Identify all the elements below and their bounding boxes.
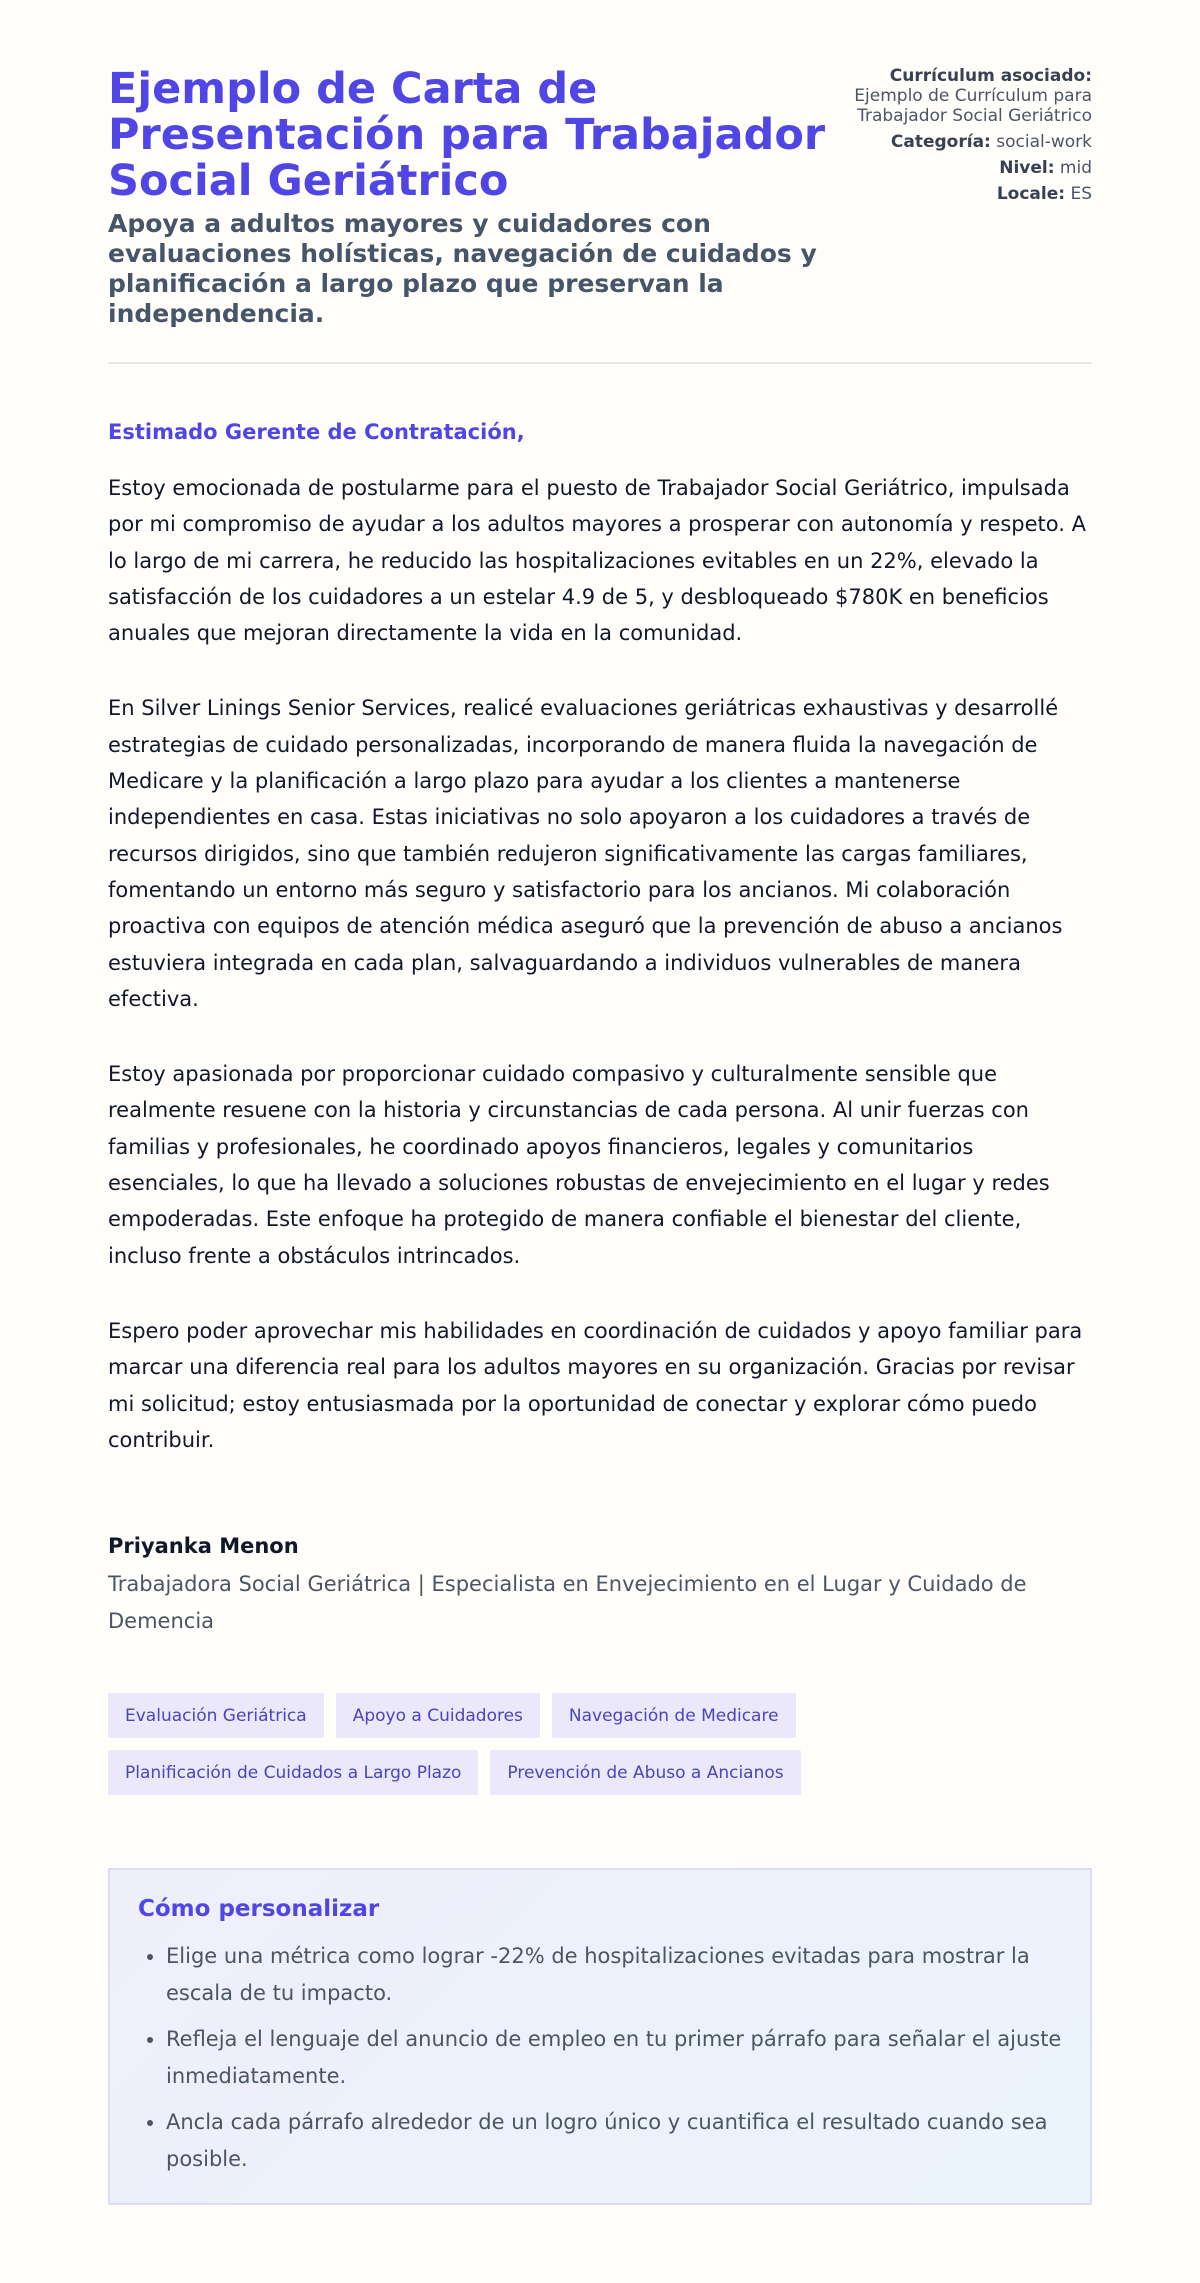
letter-paragraph: Espero poder aprovechar mis habilidades en coordinación de cuidados y apoyo familiar para marcar una diferencia real para los adultos mayores en su organización. Gracias por revisar mi solicitud; estoy entusiasmada por la oportunidad de conectar y explorar cómo puedo contribuir.: [108, 1318, 1083, 1452]
meta-locale-label: Locale:: [996, 184, 1066, 204]
letter-body: [108, 418, 1092, 1458]
meta-level-label: Nivel:: [999, 158, 1055, 178]
skill-tag[interactable]: Planificación de Cuidados a Largo Plazo: [108, 1750, 478, 1795]
metadata-panel: [832, 66, 1092, 210]
signature-block: [108, 1532, 1092, 1639]
skill-tags: [108, 1693, 828, 1795]
meta-locale: [832, 184, 1092, 204]
customization-tips-box: [108, 1868, 1092, 2205]
skill-tag[interactable]: Evaluación Geriátrica: [108, 1693, 324, 1738]
skill-tag[interactable]: Navegación de Medicare: [552, 1693, 796, 1738]
letter-paragraph: Estoy apasionada por proporcionar cuidado compasivo y culturalmente sensible que realmente resuene con la historia y circunstancias de cada persona. Al unir fuerzas con familias y profesionales, he coordinado apoyos financieros, legales y comunitarios esenciales, lo que ha llevado a soluciones robustas de envejecimiento en el lugar y redes empoderadas. Este enfoque ha protegido de manera confiable el bienestar del cliente, incluso frente a obstáculos intrincados.: [108, 1062, 1050, 1268]
page-subtitle: Apoya a adultos mayores y cuidadores con evaluaciones holísticas, navegación de cuidados y planificación a largo plazo que preservan la independencia.: [108, 209, 817, 328]
tips-title: Cómo personalizar: [138, 1896, 380, 1923]
meta-category: [832, 132, 1092, 152]
title-block: [108, 66, 848, 329]
page-header: [108, 0, 1092, 364]
skill-tag[interactable]: Prevención de Abuso a Ancianos: [490, 1750, 800, 1795]
tip-item: • Refleja el lenguaje del anuncio de empleo en tu primer párrafo para señalar el ajuste inmediatamente.: [166, 2021, 1062, 2094]
signature-role: Trabajadora Social Geriátrica | Especialista en Envejecimiento en el Lugar y Cuidado de Demencia: [108, 1572, 1027, 1633]
tip-item: • Elige una métrica como lograr -22% de hospitalizaciones evitadas para mostrar la escala de tu impacto.: [166, 1938, 1062, 2011]
tips-list: [138, 1938, 1062, 2177]
meta-level: [832, 158, 1092, 178]
meta-resume-value[interactable]: Ejemplo de Currículum para Trabajador Social Geriátrico: [854, 86, 1092, 126]
page-title: Ejemplo de Carta de Presentación para Trabajador Social Geriátrico: [108, 64, 826, 206]
meta-level-value: mid: [1059, 158, 1092, 178]
meta-resume-label: Currículum asociado:: [889, 66, 1092, 86]
letter-paragraph: En Silver Linings Senior Services, realicé evaluaciones geriátricas exhaustivas y desarrollé estrategias de cuidado personalizadas, incorporando de manera fluida la navegación de Medicare y la planificación a largo plazo para ayudar a los clientes a mantenerse independientes en casa. Estas iniciativas no solo apoyaron a los cuidadores a través de recursos dirigidos, sino que también redujeron significativamente las cargas familiares, fomentando un entorno más seguro y satisfactorio para los ancianos. Mi colaboración proactiva con equipos de atención médica aseguró que la prevención de abuso a ancianos estuviera integrada en cada plan, salvaguardando a individuos vulnerables de manera efectiva.: [108, 696, 1063, 1011]
meta-category-value: social-work: [996, 132, 1092, 152]
meta-category-label: Categoría:: [890, 132, 991, 152]
tip-item: • Ancla cada párrafo alrededor de un logro único y cuantifica el resultado cuando sea posible.: [166, 2104, 1062, 2177]
meta-locale-value: ES: [1070, 184, 1092, 204]
letter-greeting: Estimado Gerente de Contratación,: [108, 420, 525, 444]
meta-resume: [832, 66, 1092, 126]
letter-paragraph: Estoy emocionada de postularme para el puesto de Trabajador Social Geriátrico, impulsada por mi compromiso de ayudar a los adultos mayores a prosperar con autonomía y respeto. A lo largo de mi carrera, he reducido las hospitalizaciones evitables en un 22%, elevado la satisfacción de los cuidadores a un estelar 4.9 de 5, y desbloqueado $780K en beneficios anuales que mejoran directamente la vida en la comunidad.: [108, 476, 1086, 646]
signature-name: Priyanka Menon: [108, 1534, 299, 1559]
skill-tag[interactable]: Apoyo a Cuidadores: [336, 1693, 540, 1738]
